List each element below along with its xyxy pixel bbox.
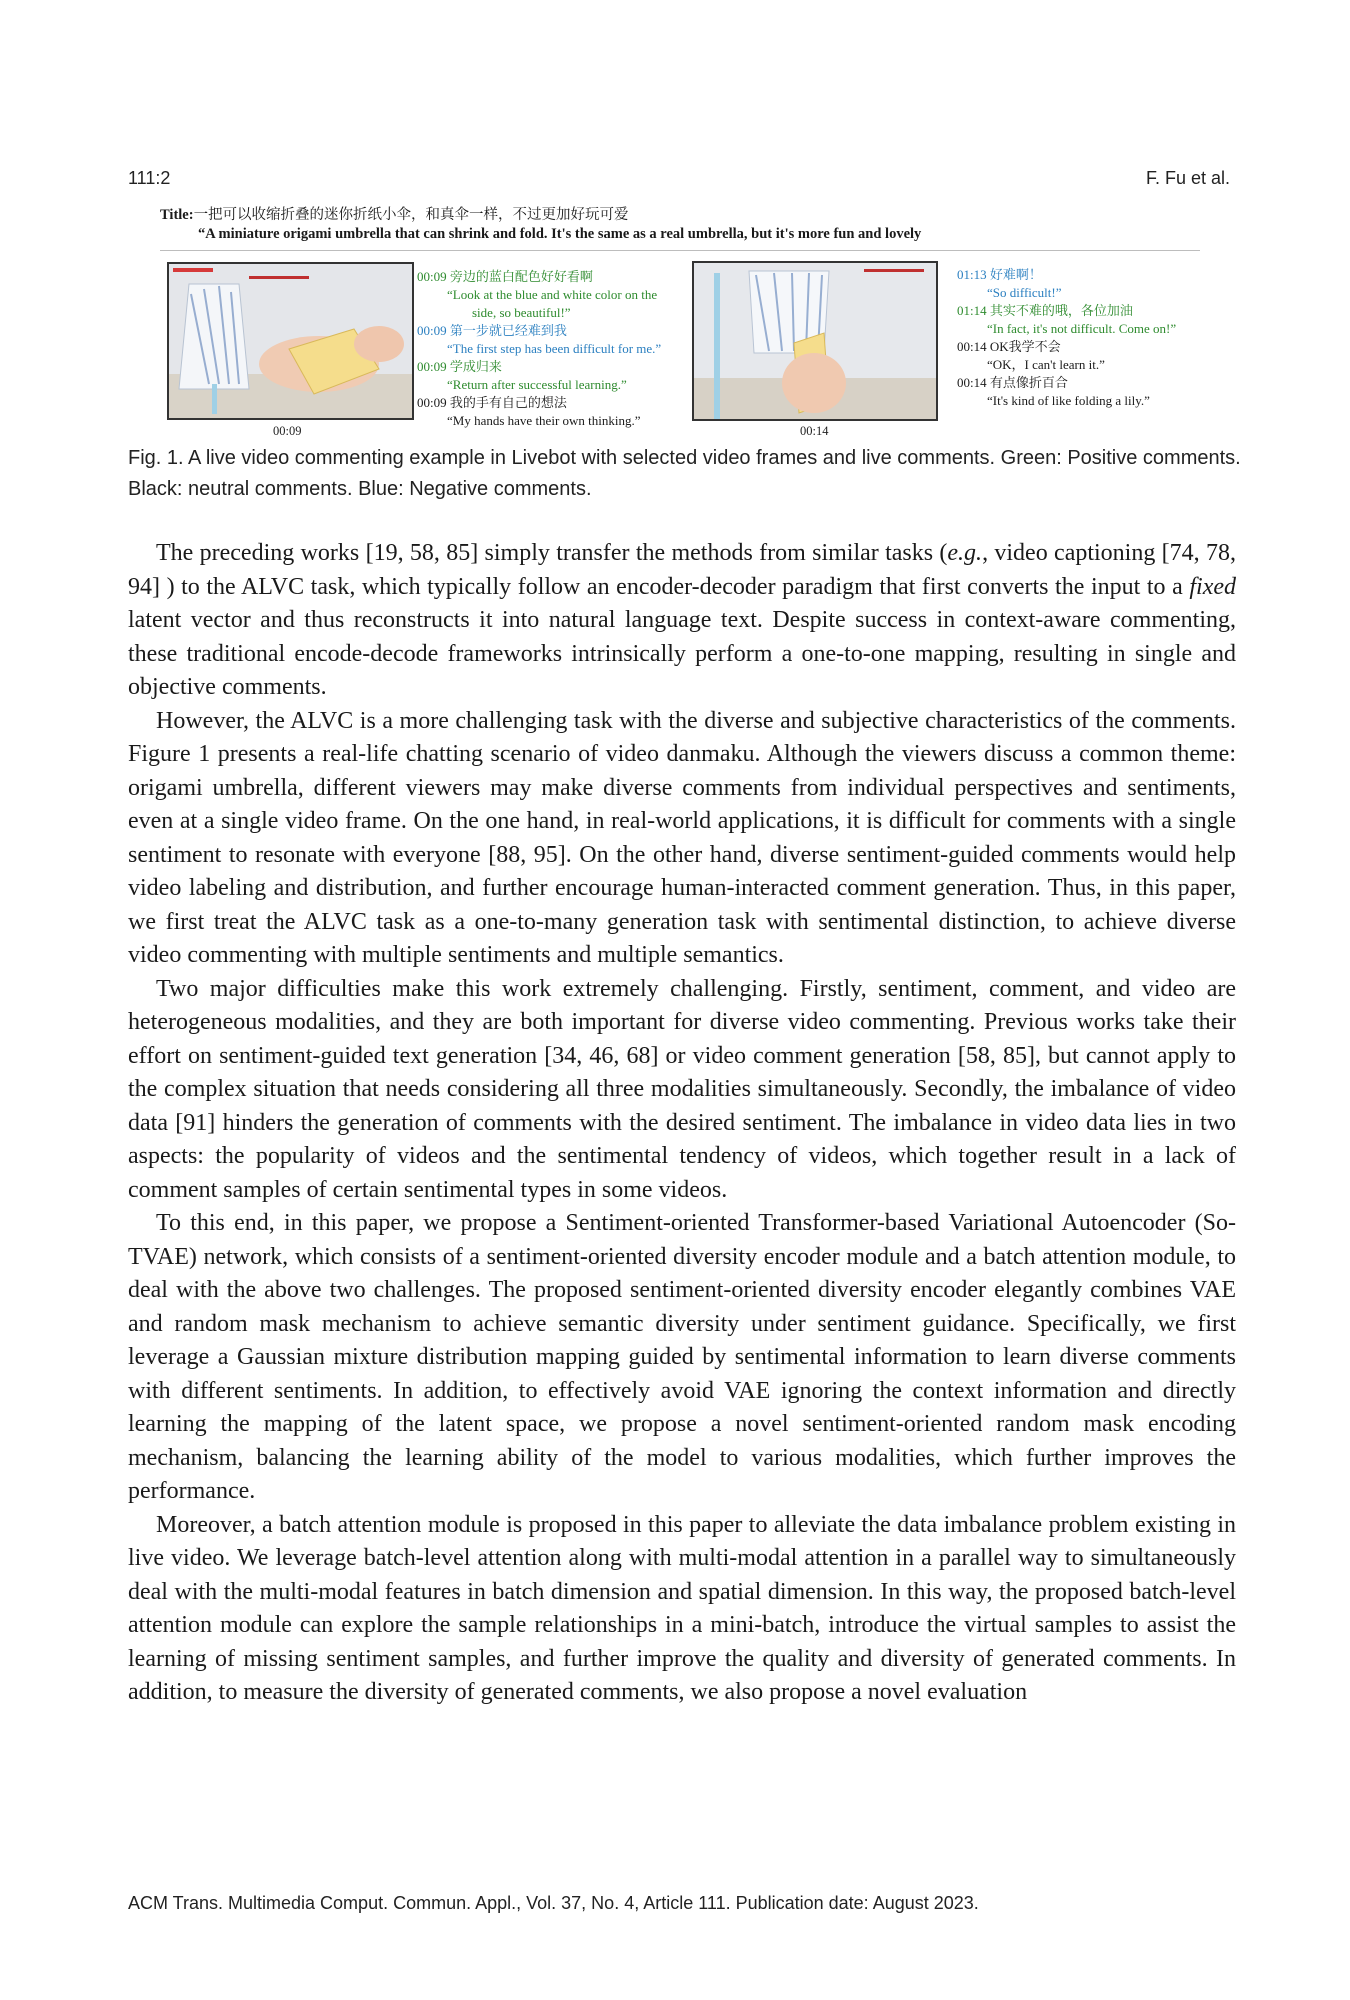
comment-left-3 <box>417 358 687 394</box>
paragraph-4: To this end, in this paper, we propose a Sentiment-oriented Transformer-based Variational Autoencoder (So-TVAE) network, which consists of a sentiment-oriented diversity encoder module and a batch attention module, to deal with the above two challenges. The proposed sentiment-oriented diversity encoder elegantly combines VAE and random mask mechanism to achieve semantic diversity under sentiment guidance. Specifically, we first leverage a Gaussian mixture distribution mapping guided by sentimental information to learn diverse comments with different sentiments. In addition, to effectively avoid VAE ignoring the context information and directly learning the mapping of the latent space, we propose a novel sentiment-oriented random mask encoding mechanism, balancing the learning ability of the model to various modalities, which further improves the performance. <box>128 1210 1236 1504</box>
comment-en: side, so beautiful!” <box>472 305 571 320</box>
comment-en: “It's kind of like folding a lily.” <box>987 393 1150 408</box>
paragraph-5: Moreover, a batch attention module is proposed in this paper to alleviate the data imbalance problem existing in live video. We leverage batch-level attention along with multi-modal attention in a parallel way to simultaneously deal with the multi-modal features in batch dimension and spatial dimension. In this way, the proposed batch-level attention module can explore the sample relationships in a mini-batch, introduce the virtual samples to assist the learning of missing sentiment samples, and further improve the quality and diversity of generated comments. In addition, to measure the diversity of generated comments, we also propose a novel evaluation <box>128 1511 1236 1705</box>
comment-en: “So difficult!” <box>987 285 1062 300</box>
comment-zh: 00:14 有点像折百合 <box>957 375 1068 390</box>
comment-zh: 00:09 旁边的蓝白配色好好看啊 <box>417 269 593 284</box>
paragraph-2: However, the ALVC is a more challenging task with the diverse and subjective characteristics of the comments. Figure 1 presents a real-life chatting scenario of video danmaku. Although the viewers discuss a common theme: origami umbrella, different viewers may make diverse comments from individual perspectives and sentiments, even at a single video frame. On the one hand, in real-world applications, it is difficult for comments with a single sentiment to resonate with everyone [88, 95]. On the other hand, diverse sentiment-guided comments would help video labeling and distribution, and further encourage human-interacted comment generation. Thus, in this paper, we first treat the ALVC task as a one-to-many generation task with sentimental distinction, to achieve diverse video commenting with multiple sentiments and multiple semantics. <box>128 707 1236 968</box>
comment-en: “Look at the blue and white color on the <box>447 287 658 302</box>
comment-right-3 <box>957 338 1202 374</box>
comment-en: “My hands have their own thinking.” <box>447 413 641 428</box>
comment-left-1 <box>417 268 687 322</box>
paragraph-1-eg: e.g. <box>947 540 983 566</box>
frame-timestamp-right: 00:14 <box>800 424 829 438</box>
comment-zh: 00:09 第一步就已经难到我 <box>417 323 567 338</box>
comment-right-1 <box>957 266 1202 302</box>
comment-zh: 01:13 好难啊！ <box>957 267 1042 282</box>
page-footer: ACM Trans. Multimedia Comput. Commun. Appl., Vol. 37, No. 4, Article 111. Publication date: August 2023. <box>128 1893 979 1913</box>
comment-zh: 01:14 其实不难的哦，各位加油 <box>957 303 1133 318</box>
comment-en: “The first step has been difficult for me.” <box>447 341 662 356</box>
comment-en: “Return after successful learning.” <box>447 377 627 392</box>
figure-caption: Fig. 1. A live video commenting example in Livebot with selected video frames and live comments. Green: Positive comments. Black: neutral comments. Blue: Negative comments. <box>128 447 1241 500</box>
comment-zh: 00:09 我的手有自己的想法 <box>417 395 567 410</box>
comments-right <box>957 266 1202 410</box>
video-title-zh: 一把可以收缩折叠的迷你折纸小伞，和真伞一样，不过更加好玩可爱 <box>193 207 629 223</box>
paragraph-1-part-c: latent vector and thus reconstructs it into natural language text. Despite success in context-aware commenting, these traditional encode-decode frameworks intrinsically perform a one-to-one mapping, resulting in single and objective comments. <box>128 607 1236 700</box>
paragraph-1-fixed: fixed <box>1189 573 1236 600</box>
comment-right-4 <box>957 374 1202 410</box>
comment-zh: 00:09 学成归来 <box>417 359 502 374</box>
paragraph-1-part-a: The preceding works [19, 58, 85] simply transfer the methods from similar tasks ( <box>156 540 948 566</box>
figure-divider <box>160 250 1200 251</box>
body-text <box>128 537 1236 1710</box>
video-frame-right-image <box>694 263 936 419</box>
video-title-label: Title: <box>160 207 194 223</box>
video-frame-left <box>167 262 414 420</box>
running-head <box>128 168 1230 192</box>
paragraph-1-part-b: , video captioning [74, 78, 94] ) to the ALVC task, which typically follow an encoder-decoder paradigm that first converts the input to a <box>128 540 1236 600</box>
comments-left <box>417 268 687 430</box>
video-frame-right <box>692 261 938 421</box>
comment-zh: 00:14 OK我学不会 <box>957 339 1061 354</box>
comment-left-4 <box>417 394 687 430</box>
author-running-title: F. Fu et al. <box>1145 168 1230 188</box>
comment-right-2 <box>957 302 1202 338</box>
frame-timestamp-left: 00:09 <box>273 424 302 438</box>
video-title-en: “A miniature origami umbrella that can shrink and fold. It's the same as a real umbrella, but it's more fun and lovely <box>198 226 922 242</box>
paragraph-1 <box>128 537 1236 705</box>
paragraph-3: Two major difficulties make this work extremely challenging. Firstly, sentiment, comment, and video are heterogeneous modalities, and they are both important for diverse video commenting. Previous works take their effort on sentiment-guided text generation [34, 46, 68] or video comment generation [58, 85], but cannot apply to the complex situation that needs considering all three modalities simultaneously. Secondly, the imbalance of video data [91] hinders the generation of comments with the desired sentiment. The imbalance in video data lies in two aspects: the popularity of videos and the sentimental tendency of videos, which together result in a lack of comment samples of certain sentimental types in some videos. <box>128 975 1236 1203</box>
comment-left-2 <box>417 322 687 358</box>
figure-1 <box>160 206 1200 442</box>
comment-en: “In fact, it's not difficult. Come on!” <box>987 321 1177 336</box>
video-frame-left-image <box>169 264 412 418</box>
figure-video-title <box>160 206 1200 244</box>
comment-en: “OK，I can't learn it.” <box>987 357 1105 372</box>
page-number: 111:2 <box>128 168 171 188</box>
